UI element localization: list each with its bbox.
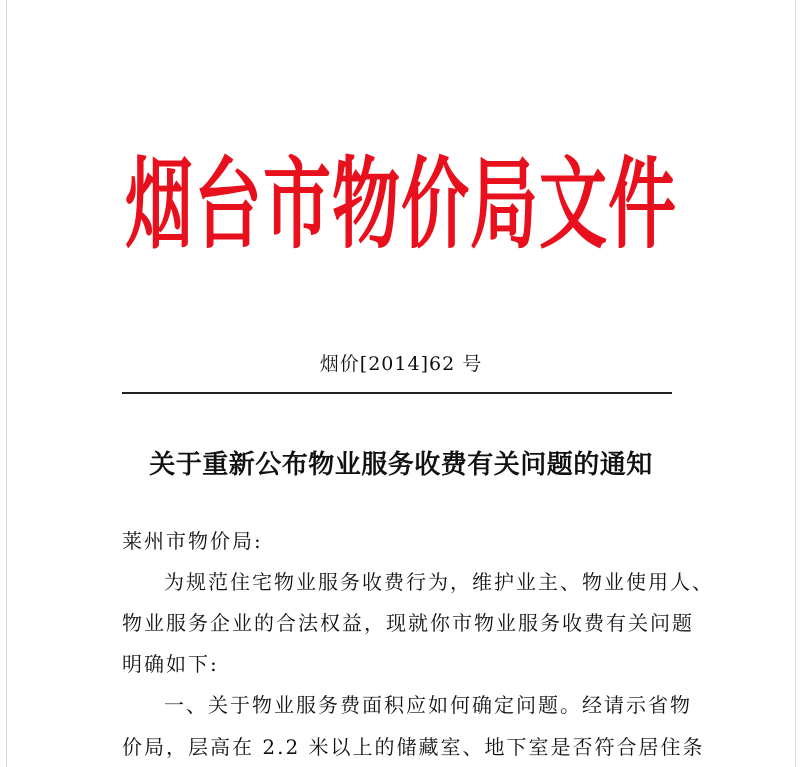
red-header-title: 烟台市物价局文件: [124, 147, 677, 263]
body-line-3: 明确如下:: [122, 652, 219, 676]
body-line-4: 一、关于物业服务费面积应如何确定问题。经请示省物: [164, 693, 692, 717]
body-line-2: 物业服务企业的合法权益，现就你市物业服务收费有关问题: [122, 611, 694, 635]
document-number: 烟价[2014]62 号: [319, 353, 483, 375]
header-divider: [122, 392, 672, 394]
body-line-5: 价局，层高在 2.2 米以上的储藏室、地下室是否符合居住条: [122, 735, 705, 759]
body-line-1: 为规范住宅物业服务收费行为，维护业主、物业使用人、: [164, 570, 714, 594]
notice-title: 关于重新公布物业服务收费有关问题的通知: [149, 450, 653, 480]
addressee: 莱州市物价局:: [122, 529, 263, 553]
